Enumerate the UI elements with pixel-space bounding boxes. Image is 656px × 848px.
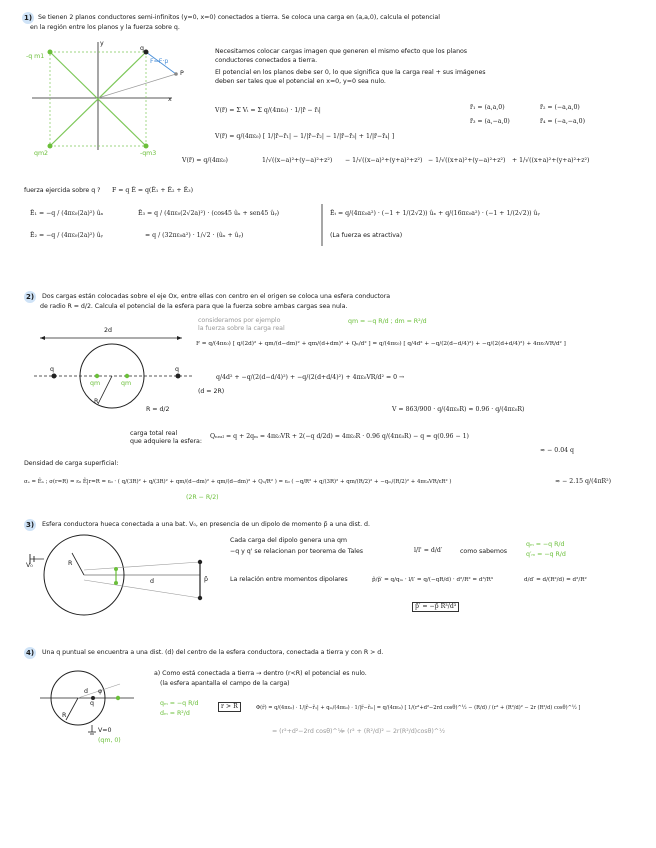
- p1-eq-term-4: + 1/√((x+a)²+(y+a)²+z²): [512, 157, 590, 164]
- p3-tales: l/l' = d/d′: [414, 547, 443, 554]
- p1-eq-term-3: − 1/√((x+a)²+(y−a)²+z²): [428, 157, 506, 164]
- fig3-label-p: p̃: [204, 576, 208, 583]
- problem-number-2: 2): [25, 293, 35, 301]
- fig1-label-qm1: -q m1: [26, 53, 45, 60]
- p2-force-eq: F = q/(4πε₀) [ q/(2d)² + qm/(d−dm)² + qm/(d+dm)² + Qₙ/d² ] = q/(4πε₀) [ q/4d² + −q/(2(d−d/4)²) + −q/(2(d+d/4)²) + 4πε₀VR/d² ]: [196, 341, 566, 347]
- p4-boxed-condition: r > R: [218, 702, 241, 712]
- p4-green-1: qₘ = −q R/d: [160, 700, 199, 707]
- fig2-label-relation: R = d/2: [146, 406, 170, 413]
- p2-gray-note-1: consideramos por ejemplo: [198, 317, 281, 324]
- p3-boxed-result: p̃′ = −p̃ R³/d³: [412, 602, 459, 612]
- p3-green-2: q′ₘ = −q R/d: [526, 551, 566, 558]
- p2-total-charge-eq: Qₙₑₐₗ = q + 2qₘ = 4πε₀VR + 2(−q d/2d) = 4πε₀R · 0.96 q/(4πε₀R) − q = q(0.96 − 1): [210, 433, 469, 440]
- fig2-label-q-left: q: [50, 366, 54, 373]
- p2-density-title: Densidad de carga superficial:: [24, 460, 119, 467]
- problem-number-3: 3): [25, 521, 35, 529]
- p1-text-4: deben ser tales que el potencial en x=0, y=0 sea nulo.: [215, 78, 386, 85]
- p1-field-e3a: Ẽ₃ = q / (4πε₀(2√2a)²) · (cos45 ûₓ + sen45 ûᵧ): [138, 210, 280, 217]
- p2-eq-2: q/4d² + −q/(2(d−d/4)²) + −q/(2(d+d/4)²) + 4πε₀VR/d² = 0 →: [216, 374, 405, 381]
- p1-field-e2: Ẽ₂ = −q / (4πε₀(2a)²) ûᵧ: [30, 232, 104, 239]
- p1-force-title: fuerza ejercida sobre q ?: [24, 187, 101, 194]
- problem-1-statement-line2: en la región entre los planos y la fuerza sobre q.: [30, 24, 180, 31]
- fig1-label-q: q: [140, 45, 144, 52]
- p4-part-a-1: a) Como está conectada a tierra → dentro (r<R) el potencial es nulo.: [154, 670, 367, 677]
- fig1-label-y: y: [100, 40, 104, 47]
- p1-eq-potential-sum: V(r̃) = Σ Vᵢ = Σ q/(4πε₀) · 1/|r̃ − r̃ᵢ|: [215, 107, 321, 114]
- p1-field-total: Ẽₜ = q/(4πε₀a²) · (−1 + 1/(2√2)) ûₓ + q/(16πε₀a²) · (−1 + 1/(2√2)) ûᵧ: [330, 210, 540, 217]
- p3-ratio: p̃/p̃′ = q/qₘ · l/l′ = q/(−qR/d) · d²/R² = d³/R³: [372, 577, 494, 583]
- p1-eq-potential-full-lhs: V(r̃) = q/(4πε₀): [182, 157, 228, 164]
- problem-2-statement-line1: Dos cargas están colocadas sobre el eje Ox, entre ellas con centro en el origen se coloca una esfera conductora: [42, 293, 391, 300]
- p2-image-relations: qm = −q R/d ; dm = R²/d: [348, 318, 427, 325]
- fig2-label-q-right: q: [175, 366, 179, 373]
- fig1-label-r-vec: F=F·p: [150, 58, 169, 65]
- p4-gray-2: = (r² + (R²/d)² − 2r(R²/d)cosθ)^½: [340, 728, 446, 735]
- p2-gray-note-2: la fuerza sobre la carga real: [198, 325, 285, 332]
- p2-d-relation: (d = 2R): [198, 388, 225, 395]
- p2-carga-2: que adquiere la esfera:: [130, 438, 202, 445]
- problem-4-statement: Una q puntual se encuentra a una dist. (d) del centro de la esfera conductora, conectada a tierra y con R > d.: [42, 649, 384, 656]
- p1-field-e1: Ẽ₁ = −q / (4πε₀(2a)²) ûₓ: [30, 210, 104, 217]
- p3-ratio-2: d/d′ = d/(R²/d) = d²/R²: [524, 577, 587, 583]
- p1-eq-potential-terms: V(r̃) = q/(4πε₀) [ 1/|r̃−r̃₁| − 1/|r̃−r̃₂| − 1/|r̃−r̃₃| + 1/|r̃−r̃₄| ]: [215, 133, 395, 140]
- fig4-label-q: q: [90, 700, 94, 707]
- p3-text-3: La relación entre momentos dipolares: [230, 576, 348, 583]
- problem-2-statement-line2: de radio R = d/2. Calcula el potencial de la esfera para que la fuerza sobre ambas cargas sea nula.: [40, 303, 348, 310]
- p1-text-1: Necesitamos colocar cargas imagen que generen el mismo efecto que los planos: [215, 48, 468, 55]
- fig1-label-qm3: -qm3: [140, 150, 157, 157]
- fig2-label-qm2: qm: [121, 380, 132, 387]
- p2-green-2: (2R − R/2): [186, 494, 219, 501]
- fig2-label-r: R: [94, 398, 99, 405]
- p3-text-2: −q y q' se relacionan por teorema de Tales: [230, 548, 364, 555]
- p3-text-1: Cada carga del dipolo genera una qm: [230, 537, 347, 544]
- p1-eq-term-1: 1/√((x−a)²+(y−a)²+z²): [262, 157, 333, 164]
- p1-text-3: El potencial en los planos debe ser 0, lo que significa que la carga real + sus imágenes: [215, 69, 486, 76]
- p2-sigma-final: ≈ − 2.15 q/(4πR²): [555, 478, 612, 485]
- fig4-label-v0: V=0: [98, 727, 112, 734]
- p2-v-result: V = 863/900 · q/(4πε₀R) ≈ 0.96 · q/(4πε₀R): [392, 406, 525, 413]
- fig4-label-phi: φ: [98, 688, 103, 695]
- p4-part-a-2: (la esfera apantalla el campo de la carga): [160, 680, 290, 687]
- p1-position-r2: r̃₂ = (−a,a,0): [540, 104, 580, 111]
- p2-carga-1: carga total real: [130, 430, 178, 437]
- p1-position-r3: r̃₃ = (a,−a,0): [470, 118, 510, 125]
- problem-number-1: 1): [23, 14, 33, 22]
- fig2-label-2d: 2d: [104, 327, 112, 334]
- fig1-label-x: x: [168, 96, 172, 103]
- fig1-label-qm2: qm2: [34, 150, 48, 157]
- problem-number-4: 4): [25, 649, 35, 657]
- problem-3-statement: Esfera conductora hueca conectada a una bat. V₀, en presencia de un dipolo de momento p̃ a una dist. d.: [42, 521, 370, 528]
- problem-1-statement-line1: Se tienen 2 planos conductores semi-infinitos (y=0, x=0) conectados a tierra. Se coloca una carga en (a,a,0), calcula el potencial: [38, 14, 440, 21]
- fig4-label-d: d: [84, 688, 88, 695]
- fig3-label-v0: V₀: [26, 562, 33, 569]
- p1-position-r1: r̃₁ = (a,a,0): [470, 104, 505, 111]
- p4-phi-eq: Φ(r̃) = q/(4πε₀) · 1/|r̃−r̃₁| + qₘ/(4πε₀) · 1/|r̃−r̃ₘ| = q/(4πε₀) [ 1/(r²+d²−2rd cosθ)^½ − (R/d) / (r² + (R²/d)² − 2r (R²/d) cosθ)^½ ]: [256, 705, 581, 711]
- p1-note: (La fuerza es atractiva): [330, 232, 403, 239]
- p1-position-r4: r̃₄ = (−a,−a,0): [540, 118, 586, 125]
- p3-green-1: qₘ = −q R/d: [526, 541, 565, 548]
- fig3-label-d: d: [150, 578, 154, 585]
- fig4-label-r: R: [62, 712, 67, 719]
- fig2-label-qm1: qm: [90, 380, 101, 387]
- p1-eq-term-2: − 1/√((x−a)²+(y+a)²+z²): [345, 157, 423, 164]
- fig3-label-r: R: [68, 560, 73, 567]
- p1-text-2: conductores conectados a tierra.: [215, 57, 318, 64]
- fig4-label-qm: (qm, 0): [98, 737, 121, 744]
- p1-field-e3b: = q / (32πε₀a²) · 1/√2 · (ûₓ + ûᵧ): [145, 232, 244, 239]
- p1-force-eq: F = q Ẽ = q(Ẽ₁ + Ẽ₂ + Ẽ₃): [112, 187, 193, 194]
- p4-gray-1: = (r²+d²−2rd cosθ)^½: [272, 728, 344, 735]
- p2-total-charge-final: ≈ − 0.04 q: [540, 447, 575, 454]
- p4-green-2: dₘ = R²/d: [160, 710, 190, 717]
- p2-sigma-eq: σₑ = Ẽₙ ; σ(r=R) = ε₀ Ẽ|r=R = ε₀ · ( q/(3R)² + q/(3R)² + qm/(d−dm)² + qm/(d−dm)² + Qₙ/R² ) = ε₀ ( −q/R² + q/(3R)² + qm/(R/2)² + −qₘ/(R/2)² + 4πε₀VR/εR² ): [24, 479, 452, 485]
- fig1-label-p: P: [180, 70, 184, 77]
- p3-sabemos: como sabemos: [460, 548, 507, 555]
